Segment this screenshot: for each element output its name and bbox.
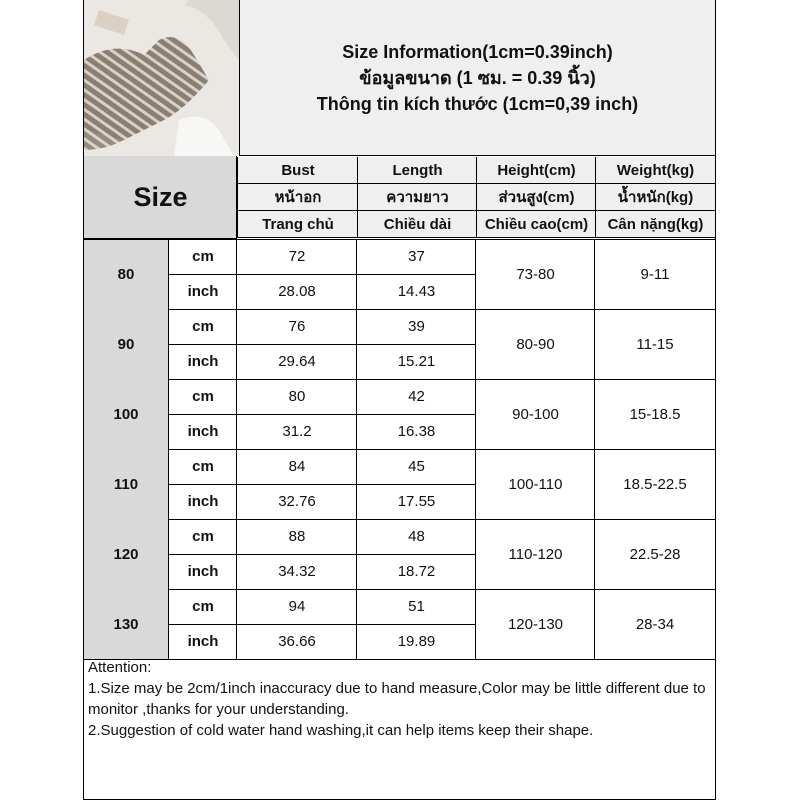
header-bottom-line xyxy=(84,239,715,240)
size-row-label: 80 xyxy=(84,239,168,309)
height-range-value: 73-80 xyxy=(516,265,555,283)
weight-range-value: 22.5-28 xyxy=(629,545,681,563)
unit-inch-label: inch xyxy=(187,633,219,650)
length-cm-value: 51 xyxy=(408,598,425,615)
product-photo-image xyxy=(84,0,239,156)
length-inch-value: 16.38 xyxy=(397,423,436,440)
unit-inch-label: inch xyxy=(187,423,219,440)
row-divider xyxy=(169,484,476,485)
size-row-label: 120 xyxy=(84,519,168,589)
bust-inch-value: 31.2 xyxy=(282,423,312,440)
product-photo xyxy=(84,0,239,156)
length-header-en: Length xyxy=(357,157,477,184)
column-divider xyxy=(356,239,357,659)
height-range-value: 100-110 xyxy=(508,475,563,493)
attention-notes xyxy=(84,657,715,741)
bust-header-en: Bust xyxy=(237,157,358,184)
size-row-label: 90 xyxy=(84,309,168,379)
row-divider xyxy=(169,554,476,555)
length-cm-value: 42 xyxy=(408,388,425,405)
unit-inch-label: inch xyxy=(187,283,219,300)
unit-cm-label: cm xyxy=(192,528,214,545)
bust-inch-value: 28.08 xyxy=(278,283,316,300)
bust-header-th: หน้าอก xyxy=(237,184,358,211)
length-cm-value: 48 xyxy=(408,528,425,545)
row-divider xyxy=(169,344,476,345)
bust-cm-value: 94 xyxy=(288,598,306,615)
bust-cm-value: 76 xyxy=(288,318,306,335)
info-line-english: Size Information(1cm=0.39inch) xyxy=(342,41,613,62)
unit-inch-label: inch xyxy=(187,493,219,510)
note-item: 2.Suggestion of cold water hand washing,it can help items keep their shape. xyxy=(88,722,594,739)
length-inch-value: 18.72 xyxy=(397,563,436,580)
info-line-vietnamese: Thông tin kích thước (1cm=0,39 inch) xyxy=(316,93,639,114)
header-divider xyxy=(236,156,237,239)
weight-header-th: น้ำหนัก(kg) xyxy=(595,184,715,211)
bust-inch-value: 29.64 xyxy=(278,353,316,370)
weight-range-value: 18.5-22.5 xyxy=(623,475,687,493)
length-header-vi: Chiều dài xyxy=(357,211,477,238)
height-header-vi: Chiều cao(cm) xyxy=(476,211,596,238)
length-cm-value: 37 xyxy=(408,248,425,265)
length-inch-value: 17.55 xyxy=(397,493,436,510)
row-divider xyxy=(169,414,476,415)
unit-cm-label: cm xyxy=(192,598,214,615)
unit-cm-label: cm xyxy=(192,388,214,405)
bust-inch-value: 34.32 xyxy=(278,563,316,580)
size-column-header: Size xyxy=(84,156,237,239)
height-header-en: Height(cm) xyxy=(476,157,596,184)
length-inch-value: 15.21 xyxy=(397,353,436,370)
length-inch-value: 14.43 xyxy=(397,283,436,300)
unit-cm-label: cm xyxy=(192,458,214,475)
size-information-header xyxy=(239,0,715,156)
unit-inch-label: inch xyxy=(187,563,219,580)
size-row-label: 130 xyxy=(84,589,168,659)
note-item: 1.Size may be 2cm/1inch inaccuracy due to hand measure,Color may be little different due to monitor ,thanks for your understanding. xyxy=(88,680,706,718)
height-range-value: 110-120 xyxy=(508,545,563,563)
weight-header-vi: Cân nặng(kg) xyxy=(595,211,715,238)
height-range-value: 80-90 xyxy=(516,335,555,353)
weight-range-value: 28-34 xyxy=(635,615,675,633)
weight-range-value: 15-18.5 xyxy=(629,405,681,423)
bust-cm-value: 72 xyxy=(288,248,306,265)
height-range-value: 120-130 xyxy=(507,615,564,633)
row-divider xyxy=(169,274,476,275)
unit-cm-label: cm xyxy=(192,318,214,335)
weight-range-value: 9-11 xyxy=(640,265,670,283)
row-divider xyxy=(169,624,476,625)
column-divider xyxy=(475,239,476,659)
length-inch-value: 19.89 xyxy=(397,633,436,650)
bust-cm-value: 84 xyxy=(288,458,306,475)
bust-header-vi: Trang chủ xyxy=(237,211,358,238)
weight-range-value: 11-15 xyxy=(636,335,674,353)
unit-inch-label: inch xyxy=(187,353,219,370)
bust-cm-value: 88 xyxy=(288,528,306,545)
column-divider xyxy=(236,239,237,659)
length-header-th: ความยาว xyxy=(357,184,477,211)
length-cm-value: 45 xyxy=(408,458,425,475)
height-header-th: ส่วนสูง(cm) xyxy=(476,184,596,211)
size-row-label: 110 xyxy=(84,449,168,519)
bust-inch-value: 36.66 xyxy=(278,633,316,650)
height-range-value: 90-100 xyxy=(512,405,559,423)
weight-header-en: Weight(kg) xyxy=(595,157,715,184)
column-divider xyxy=(594,239,595,659)
bust-cm-value: 80 xyxy=(288,388,306,405)
unit-cm-label: cm xyxy=(192,248,214,265)
size-row-label: 100 xyxy=(84,379,168,449)
bust-inch-value: 32.76 xyxy=(278,493,316,510)
notes-title: Attention: xyxy=(88,659,152,676)
info-line-thai: ข้อมูลขนาด (1 ซม. = 0.39 นิ้ว) xyxy=(359,67,596,88)
length-cm-value: 39 xyxy=(408,318,425,335)
column-divider xyxy=(168,239,169,659)
